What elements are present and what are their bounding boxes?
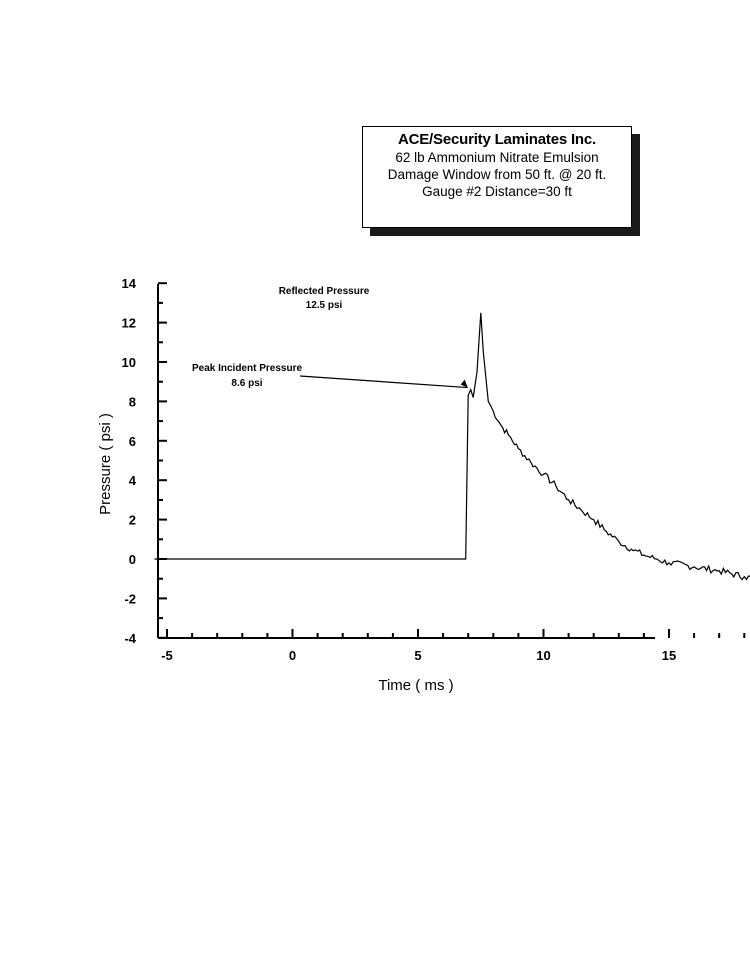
y-tick-label: 10: [121, 355, 136, 370]
annotation-reflected-value: 12.5 psi: [305, 300, 343, 311]
y-tick-label: -4: [124, 630, 136, 646]
x-tick-label: 0: [288, 648, 297, 663]
x-tick-label: 15: [661, 648, 677, 663]
y-tick-label: 14: [121, 276, 136, 292]
y-tick-label: 8: [128, 394, 136, 410]
annotation-incident-value: 8.6 psi: [231, 378, 263, 389]
annotation-arrow-head: [461, 380, 468, 388]
y-tick-label: 6: [128, 433, 136, 449]
y-tick-label: 12: [121, 315, 136, 331]
title-damage-window: Damage Window from 50 ft. @ 20 ft.: [387, 167, 607, 182]
x-tick-label: 5: [414, 648, 422, 663]
y-tick-label: -2: [124, 591, 136, 607]
pressure-series-line: [154, 313, 750, 605]
x-tick-label: 10: [536, 648, 551, 663]
title-gauge: Gauge #2 Distance=30 ft: [422, 184, 572, 199]
title-charge: 62 lb Ammonium Nitrate Emulsion: [395, 150, 599, 165]
annotation-arrow-line: [300, 376, 468, 388]
y-tick-label: 0: [128, 552, 136, 567]
y-tick-label: 2: [128, 512, 136, 528]
x-axis-label: Time ( ms ): [378, 677, 454, 694]
y-tick-label: 4: [128, 473, 136, 489]
x-tick-label: -5: [161, 648, 173, 663]
title-company: ACE/Security Laminates Inc.: [397, 131, 596, 148]
y-axis-label: Pressure ( psi ): [97, 413, 114, 515]
annotation-reflected-label: Reflected Pressure: [278, 286, 370, 297]
annotation-incident-label: Peak Incident Pressure: [191, 363, 303, 374]
